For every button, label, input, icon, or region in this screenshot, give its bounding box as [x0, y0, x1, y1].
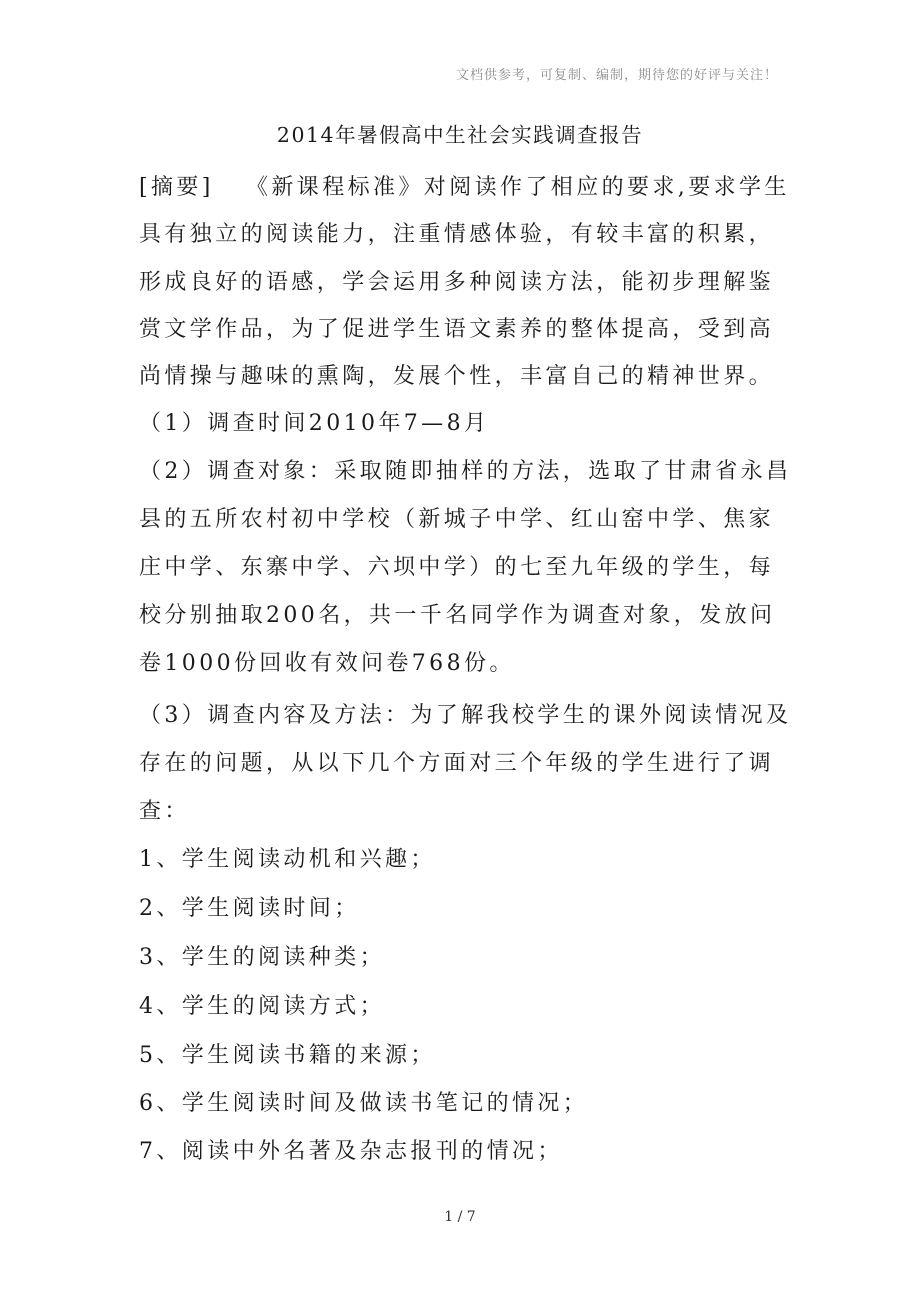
list-item: 7、阅读中外名著及杂志报刊的情况； — [139, 1139, 563, 1164]
list-item: 1、学生阅读动机和兴趣； — [139, 847, 436, 872]
abstract-text: 《新课程标准》对阅读作了相应的要求,要求学生 — [246, 175, 790, 200]
document-title: 2014年暑假高中生社会实践调查报告 — [276, 123, 644, 147]
list-item: 2、学生阅读时间； — [139, 896, 360, 921]
survey-subject-line: 县的五所农村初中学校（新城子中学、红山窑中学、焦家 — [139, 507, 775, 532]
survey-subject-line: 庄中学、东寨中学、六坝中学）的七至九年级的学生，每 — [139, 555, 775, 580]
survey-subject-line: （2）调查对象：采取随即抽样的方法，选取了甘肃省永昌 — [139, 459, 792, 484]
list-item: 4、学生的阅读方式； — [139, 994, 385, 1019]
list-item: 5、学生阅读书籍的来源； — [139, 1043, 436, 1068]
list-item: 6、学生阅读时间及做读书笔记的情况； — [139, 1091, 589, 1116]
survey-subject-line: 校分别抽取200名，共一千名同学作为调查对象，发放问 — [139, 603, 776, 628]
page-number: 1 / 7 — [444, 1209, 476, 1225]
abstract-line: 形成良好的语感，学会运用多种阅读方法，能初步理解鉴 — [139, 270, 775, 295]
abstract-line: 尚情操与趣味的熏陶，发展个性，丰富自己的精神世界。 — [139, 364, 775, 389]
header-note: 文档供参考，可复制、编制，期待您的好评与关注！ — [455, 68, 778, 83]
survey-method-line: （3）调查内容及方法：为了解我校学生的课外阅读情况及 — [139, 703, 792, 728]
abstract-line: 赏文学作品，为了促进学生语文素养的整体提高，受到高 — [139, 317, 775, 342]
survey-method-line: 存在的问题，从以下几个方面对三个年级的学生进行了调 — [139, 751, 775, 776]
list-item: 3、学生的阅读种类； — [139, 945, 385, 970]
abstract-label: [摘要] — [139, 175, 214, 200]
abstract-line — [139, 173, 790, 203]
survey-method-line: 查： — [139, 799, 190, 824]
survey-time: （1）调查时间2010年7—8月 — [139, 411, 490, 436]
abstract-line: 具有独立的阅读能力，注重情感体验，有较丰富的积累， — [139, 222, 775, 247]
survey-subject-line: 卷1000份回收有效问卷768份。 — [139, 651, 515, 676]
